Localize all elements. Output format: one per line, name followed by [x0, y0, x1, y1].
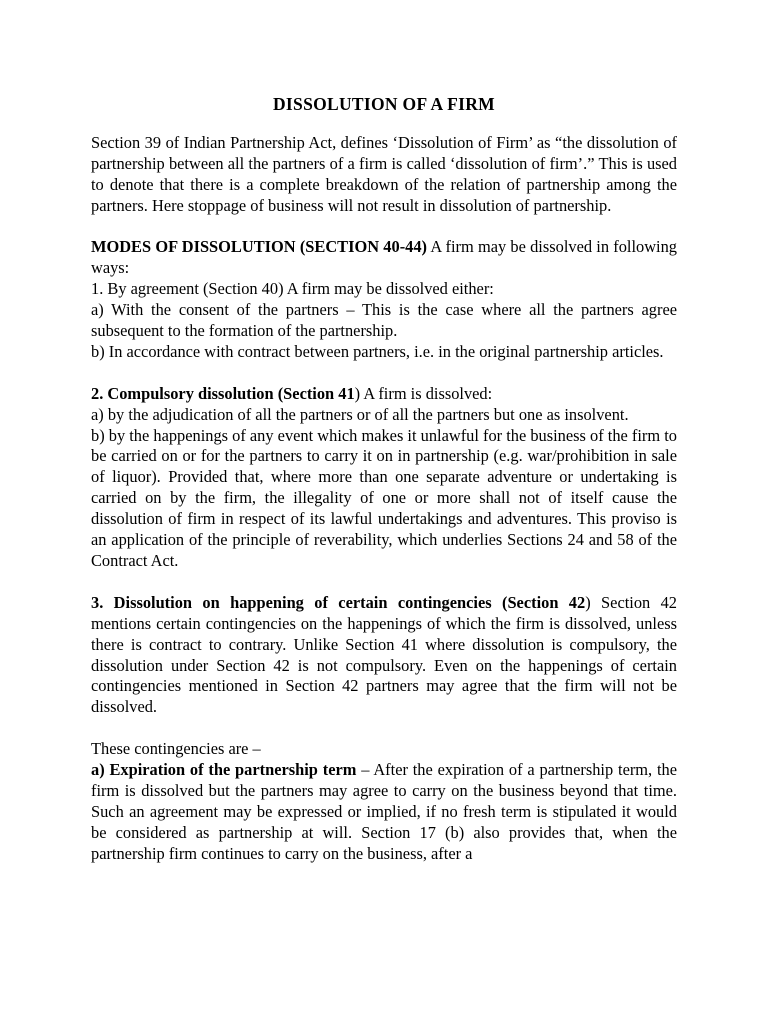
compulsory-heading-close: ): [354, 383, 361, 403]
contingency-a-paragraph: [91, 760, 677, 865]
spacer: [91, 217, 677, 238]
modes-heading: MODES OF DISSOLUTION (SECTION 40-44): [91, 237, 427, 257]
modes-item-1: 1. By agreement (Section 40) A firm may be dissolved either:: [91, 279, 494, 299]
contingencies-paragraph: [91, 593, 677, 718]
modes-item-1a: a) With the consent of the partners – This is the case where all the partners agree subsequent to the formation of the partnership.: [91, 300, 677, 341]
modes-lead: A firm may be dissolved in following ways:: [91, 237, 677, 278]
contingencies-heading: 3. Dissolution on happening of certain contingencies (Section 42: [91, 592, 586, 612]
spacer: [91, 363, 677, 384]
contingency-a-body: – After the expiration of a partnership term, the firm is dissolved but the partners may agree to carry on the business beyond that time. Such an agreement may be expressed or implied, if no fresh term is stipulated it would be considered as partnership at will. Section 17 (b) also provides that, when the partnership firm continues to carry on the business, after a: [91, 760, 677, 863]
compulsory-lead: A firm is dissolved:: [360, 383, 493, 403]
modes-paragraph: [91, 237, 677, 279]
spacer: [91, 718, 677, 739]
document-title: DISSOLUTION OF A FIRM: [272, 94, 495, 114]
spacer: [91, 572, 677, 593]
contingencies-body: Section 42 mentions certain contingencies on the happenings of which the firm is dissolved, unless there is contract to contrary. Unlike Section 41 where dissolution is compulsory, the dissolution under Section 42 is not compulsory. Even on the happenings of certain contingencies mentioned in Section 42 partners may agree that the firm will not be dissolved.: [91, 592, 677, 717]
intro-paragraph: Section 39 of Indian Partnership Act, defines ‘Dissolution of Firm’ as “the dissolution of partnership between all the partners of a firm is called ‘dissolution of firm’.” This is used to denote that there is a complete breakdown of the relation of partnership among the partners. Here stoppage of business will not result in dissolution of partnership.: [91, 132, 677, 215]
contingencies-intro: These contingencies are –: [91, 739, 261, 759]
contingencies-heading-close: ): [585, 592, 591, 612]
modes-item-1b: b) In accordance with contract between partners, i.e. in the original partnership articles.: [91, 341, 664, 361]
compulsory-item-a: a) by the adjudication of all the partners or of all the partners but one as insolvent.: [91, 404, 629, 424]
compulsory-heading-line: [91, 384, 677, 405]
contingency-a-label: a) Expiration of the partnership term: [91, 760, 357, 780]
compulsory-item-b: b) by the happenings of any event which makes it unlawful for the business of the firm to be carried on or for the partners to carry it on in partnership (e.g. war/prohibition in sale of liquor). Provided that, where more than one separate adventure or undertaking is carried on by the firm, the illegality of one or more shall not of itself cause the dissolution of firm in respect of its lawful undertakings and adventures. This proviso is an application of the principle of reverability, which underlies Sections 24 and 58 of the Contract Act.: [91, 425, 677, 570]
compulsory-heading: 2. Compulsory dissolution (Section 41: [91, 383, 355, 403]
